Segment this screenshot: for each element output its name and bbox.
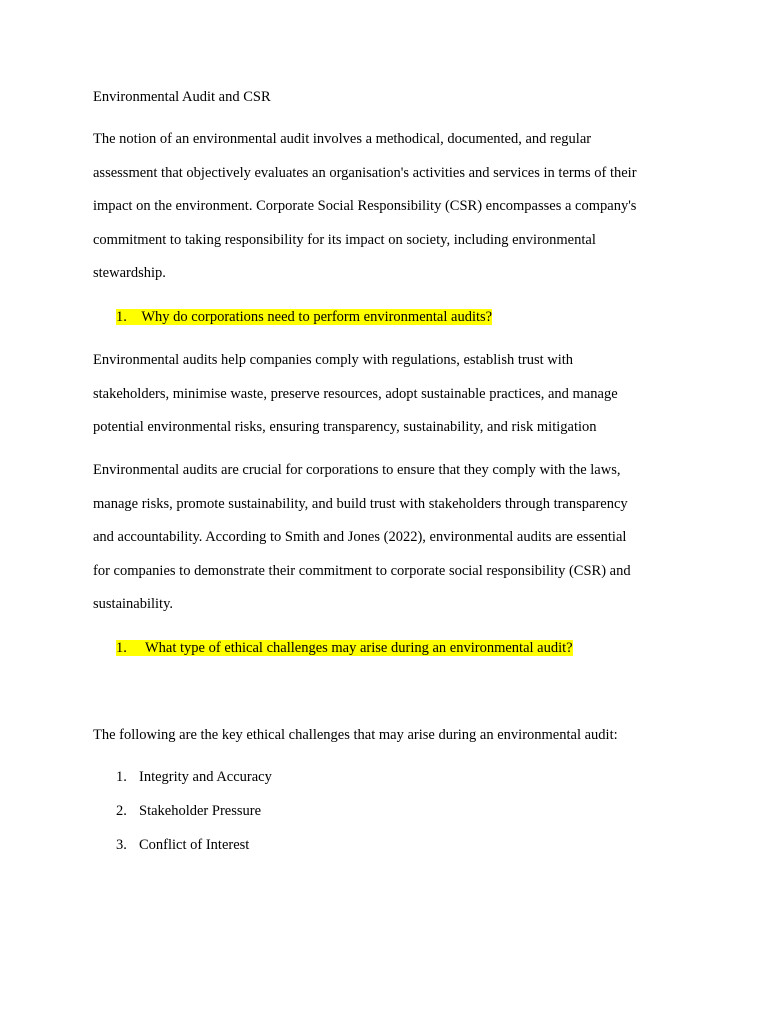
paragraph-line: The notion of an environmental audit involves a methodical, documented, and regular <box>93 131 592 147</box>
paragraph-line: sustainability. <box>93 596 174 612</box>
question-1-heading <box>116 308 492 326</box>
paragraph-line: assessment that objectively evaluates an organisation's activities and services in terms of their <box>93 165 637 181</box>
question-text: What type of ethical challenges may arise during an environmental audit? <box>145 640 573 656</box>
paragraph-line: Environmental audits help companies comply with regulations, establish trust with <box>93 352 574 368</box>
list-item-number: 1. <box>116 769 127 785</box>
paragraph-line: potential environmental risks, ensuring transparency, sustainability, and risk mitigation <box>93 419 597 435</box>
list-item-number: 3. <box>116 837 127 853</box>
paragraph-line: manage risks, promote sustainability, and build trust with stakeholders through transparency <box>93 496 628 512</box>
paragraph-line: and accountability. According to Smith and Jones (2022), environmental audits are essential <box>93 529 627 545</box>
paragraph-line: stakeholders, minimise waste, preserve resources, adopt sustainable practices, and manage <box>93 386 618 402</box>
question-number: 1. <box>116 309 127 325</box>
answer-2-intro: The following are the key ethical challenges that may arise during an environmental audit: <box>93 727 618 743</box>
question-text: Why do corporations need to perform environmental audits? <box>141 309 493 325</box>
paragraph-line: stewardship. <box>93 265 166 281</box>
list-item-text: Conflict of Interest <box>139 837 250 853</box>
question-2-heading <box>116 639 573 657</box>
list-item-text: Integrity and Accuracy <box>139 769 272 785</box>
paragraph-line: commitment to taking responsibility for its impact on society, including environmental <box>93 232 596 248</box>
document-title: Environmental Audit and CSR <box>93 89 271 105</box>
question-number: 1. <box>116 640 127 656</box>
list-item-number: 2. <box>116 803 127 819</box>
paragraph-line: Environmental audits are crucial for corporations to ensure that they comply with the laws, <box>93 462 621 478</box>
paragraph-line: for companies to demonstrate their commitment to corporate social responsibility (CSR) and <box>93 563 631 579</box>
paragraph-line: impact on the environment. Corporate Social Responsibility (CSR) encompasses a company's <box>93 198 637 214</box>
list-item-text: Stakeholder Pressure <box>139 803 262 819</box>
